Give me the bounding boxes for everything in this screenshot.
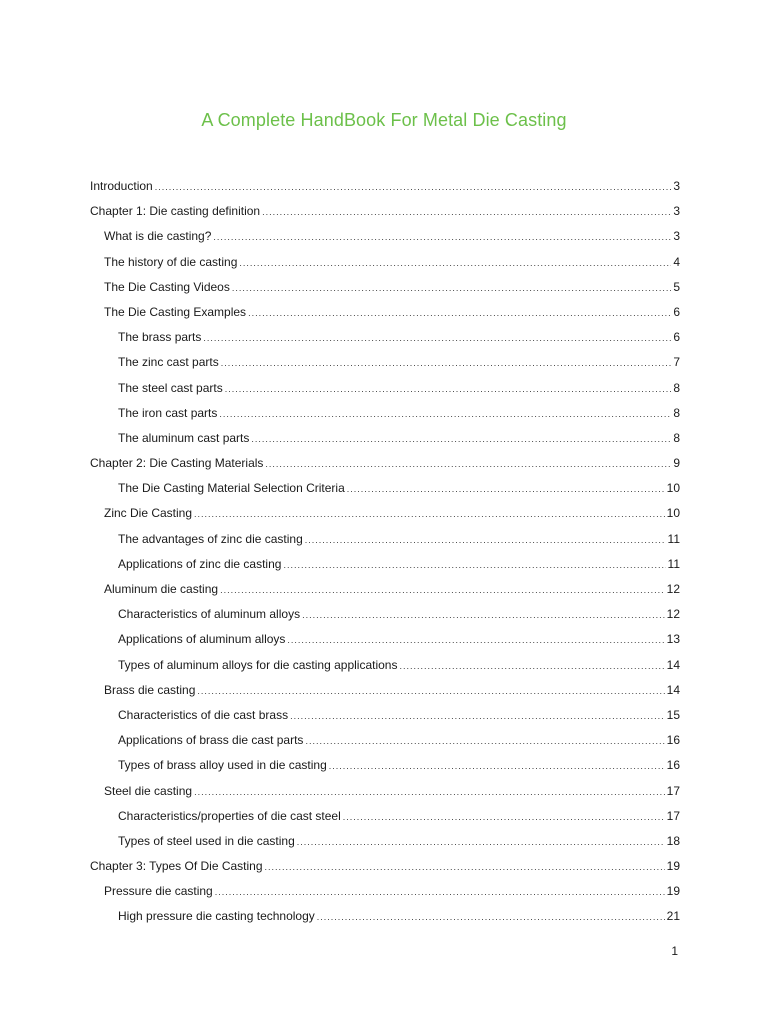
page-number: 1 <box>671 944 678 958</box>
toc-entry-title: Types of aluminum alloys for die casting applications <box>118 657 398 672</box>
toc-entry-title: Applications of zinc die casting <box>118 556 282 571</box>
toc-entry[interactable] <box>90 904 680 929</box>
toc-dot-leader <box>194 502 665 527</box>
toc-entry-title: Chapter 2: Die Casting Materials <box>90 456 264 471</box>
toc-entry[interactable] <box>90 678 680 703</box>
toc-entry[interactable] <box>90 451 680 476</box>
toc-entry-title: The advantages of zinc die casting <box>118 531 303 546</box>
toc-entry-page: 18 <box>666 833 680 848</box>
toc-entry-page: 9 <box>673 456 680 471</box>
toc-entry-page: 14 <box>666 657 680 672</box>
toc-entry[interactable] <box>90 627 680 652</box>
toc-entry-title: High pressure die casting technology <box>118 909 315 924</box>
toc-entry-title: Introduction <box>90 179 153 193</box>
toc-dot-leader <box>399 654 664 679</box>
toc-dot-leader <box>220 578 665 603</box>
toc-dot-leader <box>194 780 665 805</box>
toc-entry-title: The iron cast parts <box>118 405 218 420</box>
toc-entry-title: Characteristics/properties of die cast steel <box>118 808 341 823</box>
toc-entry-title: Characteristics of die cast brass <box>118 707 289 722</box>
toc-entry[interactable] <box>90 224 680 249</box>
toc-dot-leader <box>290 704 665 729</box>
toc-entry[interactable] <box>90 401 680 426</box>
toc-entry-title: Applications of aluminum alloys <box>118 632 286 647</box>
toc-entry[interactable] <box>90 728 680 753</box>
toc-entry-page: 12 <box>666 607 680 622</box>
toc-dot-leader <box>215 880 665 905</box>
toc-dot-leader <box>232 276 671 301</box>
toc-dot-leader <box>155 175 672 200</box>
toc-entry[interactable] <box>90 275 680 300</box>
toc-entry-title: The history of die casting <box>104 254 238 269</box>
toc-entry[interactable] <box>90 250 680 275</box>
toc-entry[interactable] <box>90 476 680 501</box>
table-of-contents <box>90 174 680 930</box>
toc-entry-page: 19 <box>666 884 680 899</box>
toc-dot-leader <box>251 427 671 452</box>
toc-entry-title: Aluminum die casting <box>104 582 219 596</box>
toc-entry-title: Applications of brass die cast parts <box>118 733 304 748</box>
toc-entry-page: 11 <box>667 556 680 571</box>
toc-entry[interactable] <box>90 174 680 199</box>
toc-entry-page: 10 <box>666 481 680 496</box>
toc-entry[interactable] <box>90 829 680 854</box>
toc-entry-page: 10 <box>666 506 680 521</box>
toc-entry-page: 15 <box>666 707 680 722</box>
toc-entry-page: 17 <box>666 808 680 823</box>
toc-entry-page: 3 <box>673 204 680 219</box>
toc-entry-title: Steel die casting <box>104 783 193 798</box>
toc-entry-title: The Die Casting Material Selection Criteria <box>118 481 345 496</box>
toc-dot-leader <box>287 628 664 653</box>
toc-entry-title: Types of steel used in die casting <box>118 833 295 848</box>
toc-entry-page: 7 <box>673 355 680 370</box>
toc-dot-leader <box>317 905 665 930</box>
toc-entry[interactable] <box>90 753 680 778</box>
toc-entry-title: Pressure die casting <box>104 884 213 899</box>
toc-entry-title: The Die Casting Videos <box>104 279 230 294</box>
toc-entry[interactable] <box>90 779 680 804</box>
toc-entry-page: 6 <box>673 330 680 345</box>
toc-entry-page: 3 <box>673 179 680 193</box>
toc-entry-title: The steel cast parts <box>118 380 223 395</box>
toc-entry-title: What is die casting? <box>104 229 212 244</box>
toc-entry[interactable] <box>90 350 680 375</box>
toc-entry-title: Types of brass alloy used in die casting <box>118 758 327 773</box>
toc-entry-page: 8 <box>673 430 680 445</box>
toc-entry[interactable] <box>90 426 680 451</box>
toc-dot-leader <box>305 729 664 754</box>
toc-entry-page: 21 <box>666 909 680 924</box>
toc-entry-page: 19 <box>666 859 680 874</box>
toc-entry-title: Brass die casting <box>104 682 196 697</box>
toc-dot-leader <box>283 553 665 578</box>
toc-entry[interactable] <box>90 577 680 602</box>
toc-entry-title: Chapter 1: Die casting definition <box>90 204 261 219</box>
toc-entry[interactable] <box>90 804 680 829</box>
toc-entry[interactable] <box>90 501 680 526</box>
toc-entry[interactable] <box>90 552 680 577</box>
toc-dot-leader <box>239 251 671 276</box>
toc-dot-leader <box>305 528 666 553</box>
toc-entry-page: 16 <box>666 758 680 773</box>
toc-entry-title: The brass parts <box>118 330 202 345</box>
toc-dot-leader <box>262 200 671 225</box>
toc-entry[interactable] <box>90 602 680 627</box>
toc-dot-leader <box>302 603 665 628</box>
toc-entry-page: 12 <box>666 582 680 596</box>
toc-dot-leader <box>219 402 671 427</box>
toc-dot-leader <box>203 326 671 351</box>
toc-entry-title: Chapter 3: Types Of Die Casting <box>90 859 263 874</box>
toc-dot-leader <box>221 351 672 376</box>
toc-entry-page: 11 <box>667 531 680 546</box>
toc-dot-leader <box>197 679 664 704</box>
toc-entry-page: 13 <box>666 632 680 647</box>
toc-dot-leader <box>265 855 665 880</box>
toc-dot-leader <box>297 830 665 855</box>
toc-entry[interactable] <box>90 300 680 325</box>
toc-entry-page: 14 <box>666 682 680 697</box>
toc-entry-page: 3 <box>673 229 680 244</box>
toc-entry-title: The zinc cast parts <box>118 355 219 370</box>
toc-entry-page: 17 <box>666 783 680 798</box>
toc-entry-title: Characteristics of aluminum alloys <box>118 607 301 622</box>
document-title: A Complete HandBook For Metal Die Casting <box>201 110 567 130</box>
toc-entry-page: 4 <box>673 254 680 269</box>
toc-entry[interactable] <box>90 703 680 728</box>
toc-entry[interactable] <box>90 199 680 224</box>
toc-entry-page: 8 <box>673 405 680 420</box>
toc-entry[interactable] <box>90 527 680 552</box>
toc-entry-page: 5 <box>673 279 680 294</box>
toc-entry-title: Zinc Die Casting <box>104 506 193 521</box>
toc-entry[interactable] <box>90 376 680 401</box>
toc-entry-title: The aluminum cast parts <box>118 430 250 445</box>
toc-entry[interactable] <box>90 879 680 904</box>
toc-entry-page: 8 <box>673 380 680 395</box>
toc-dot-leader <box>329 754 665 779</box>
toc-entry[interactable] <box>90 325 680 350</box>
toc-entry[interactable] <box>90 854 680 879</box>
toc-dot-leader <box>248 301 671 326</box>
toc-dot-leader <box>343 805 665 830</box>
toc-entry-page: 6 <box>673 304 680 319</box>
toc-dot-leader <box>265 452 671 477</box>
toc-entry-title: The Die Casting Examples <box>104 304 247 319</box>
toc-dot-leader <box>225 377 672 402</box>
toc-entry[interactable] <box>90 653 680 678</box>
toc-entry-page: 16 <box>666 733 680 748</box>
toc-dot-leader <box>347 477 665 502</box>
toc-dot-leader <box>213 225 671 250</box>
